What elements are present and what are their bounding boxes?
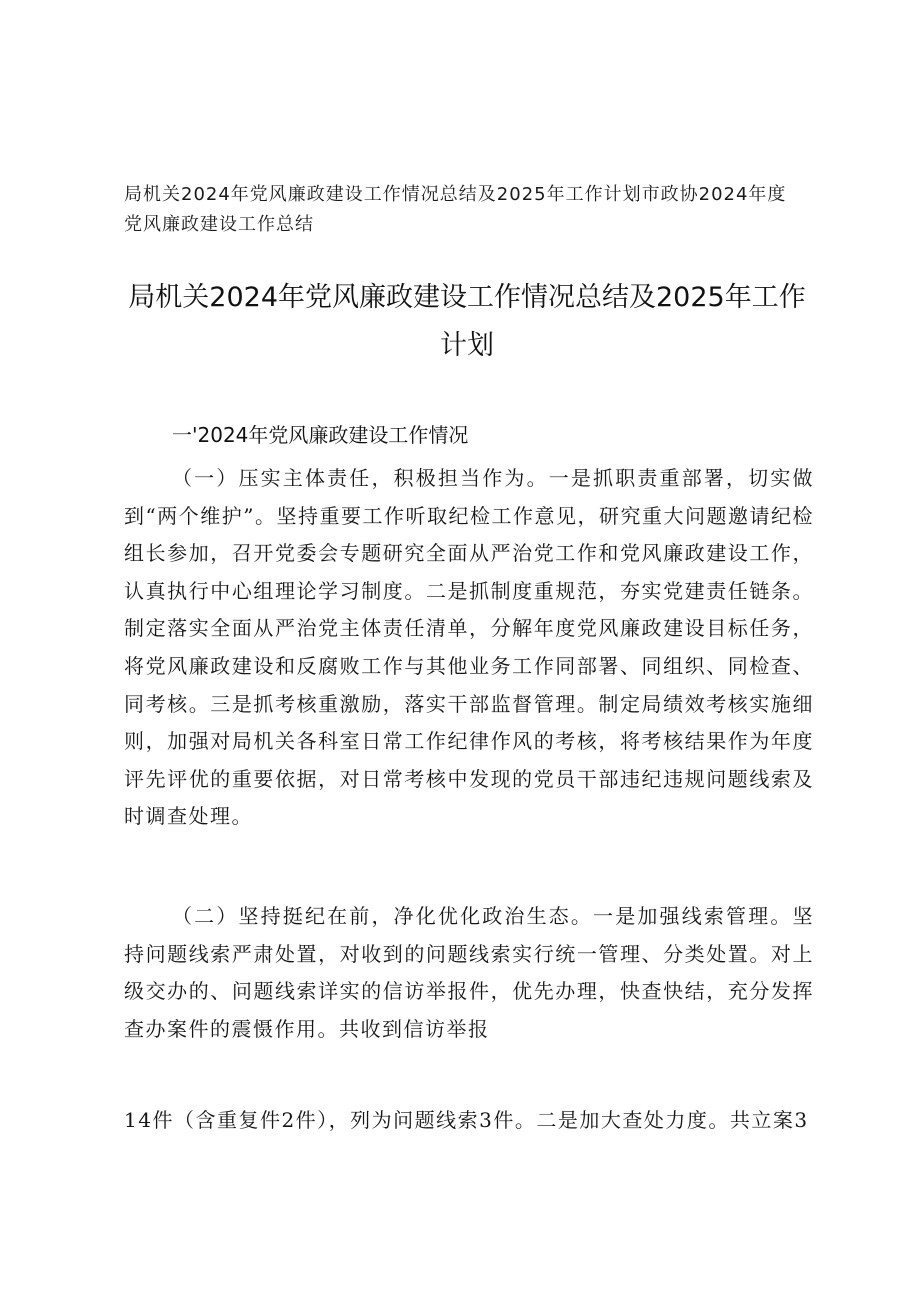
document-header: 局机关2024年党风廉政建设工作情况总结及2025年工作计划市政协2024年度党风廉政建设工作总结 [124, 184, 787, 235]
paragraph: （一）压实主体责任，积极担当作为。一是抓职责重部署，切实做到“两个维护”。坚持重要工作听取纪检工作意见，研究重大问题邀请纪检组长参加，召开党委会专题研究全面从严治党工作和党风廉政建设工作，认真执行中心组理论学习制度。二是抓制度重规范，夯实党建责任链条。制定落实全面从严治党主体责任清单，分解年度党风廉政建设目标任务，将党风廉政建设和反腐败工作与其他业务工作同部署、同组织、同检查、同考核。三是抓考核重激励，落实干部监督管理。制定局绩效考核实施细则，加强对局机关各科室日常工作纪律作风的考核，将考核结果作为年度评先评优的重要依据，对日常考核中发现的党员干部违纪违规问题线索及时调查处理。 [124, 466, 814, 829]
paragraph: 14件（含重复件2件），列为问题线索3件。二是加大查处力度。共立案3 [124, 1108, 809, 1132]
paragraph: （二）坚持挺纪在前，净化优化政治生态。一是加强线索管理。坚持问题线索严肃处置，对收到的问题线索实行统一管理、分类处置。对上级交办的、问题线索详实的信访举报件，优先办理，快查快结，充分发挥查办案件的震慑作用。共收到信访举报 [124, 904, 814, 1041]
document-title: 局机关2024年党风廉政建设工作情况总结及2025年工作计划 [128, 282, 806, 361]
section-heading: 一'2024年党风廉政建设工作情况 [172, 423, 469, 447]
